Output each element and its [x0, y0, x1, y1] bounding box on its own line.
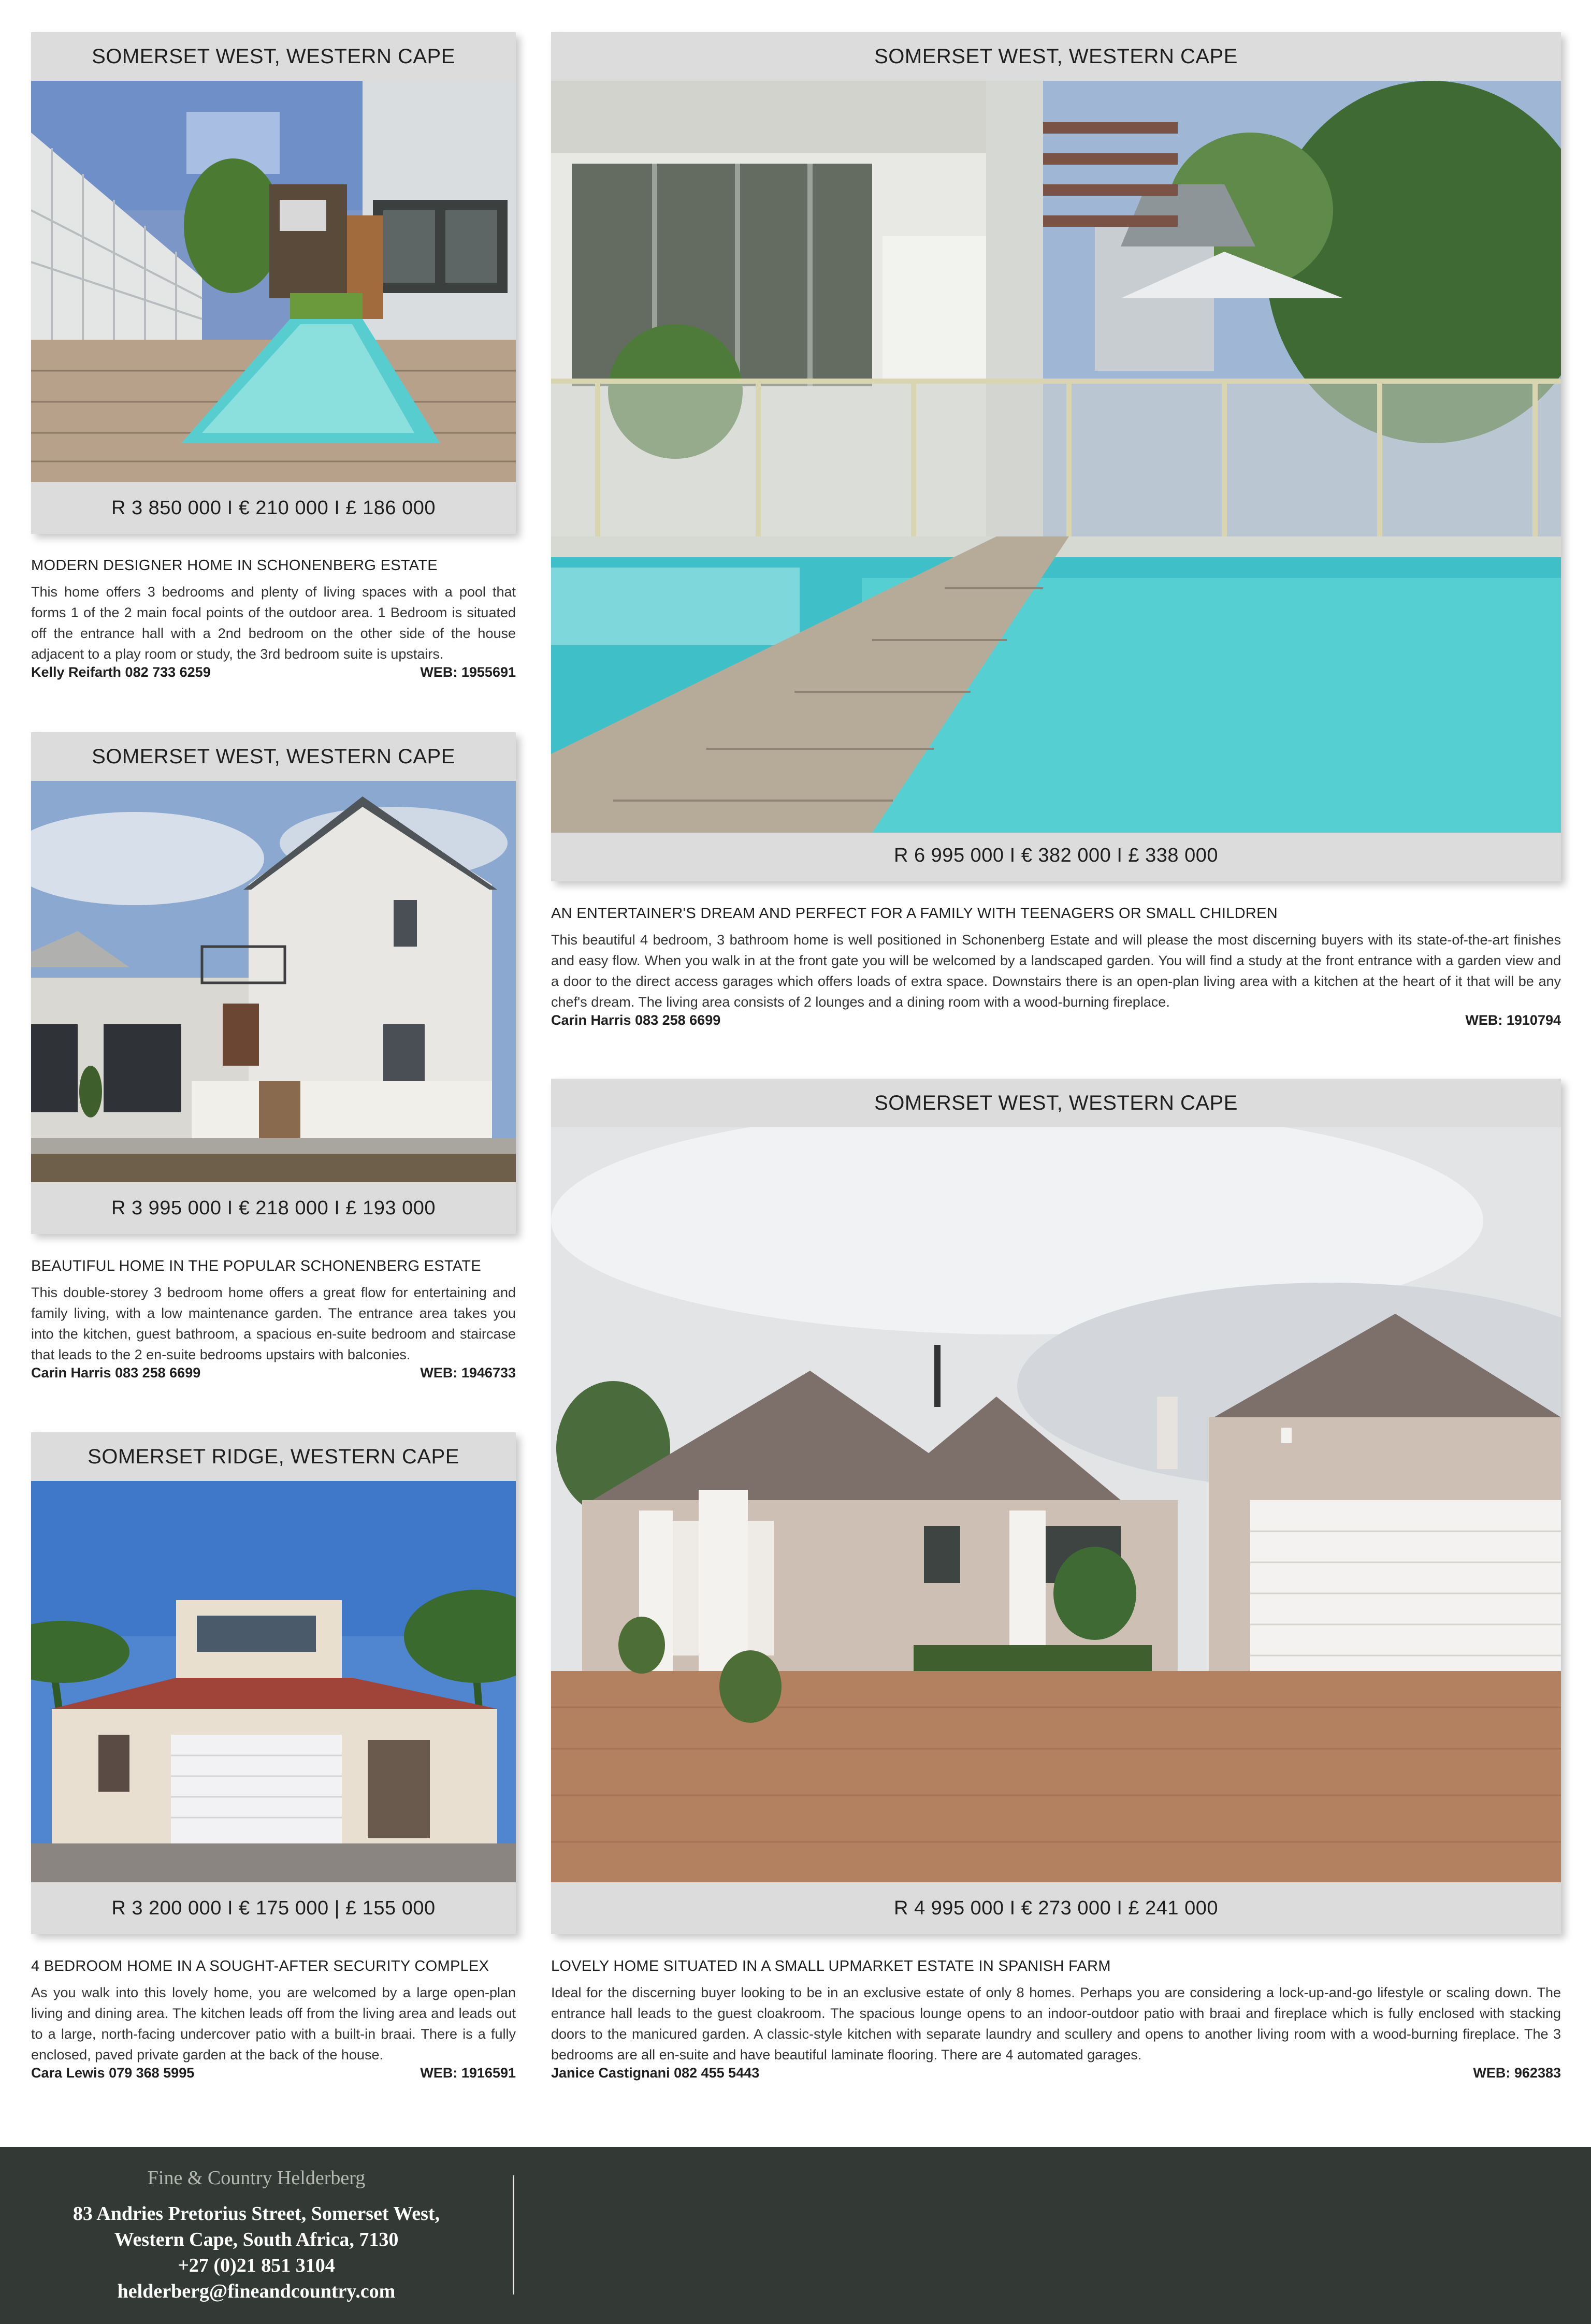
listing-description-2	[551, 905, 1561, 1028]
office-email[interactable]: helderberg@fineandcountry.com	[117, 2281, 396, 2302]
listing-location: SOMERSET RIDGE, WESTERN CAPE	[88, 1445, 459, 1468]
listing-price: R 3 995 000 I € 218 000 I £ 193 000	[111, 1197, 436, 1219]
listing-contact	[31, 2065, 516, 2081]
web-reference: WEB: 1910794	[1465, 1012, 1561, 1028]
address-line-2: Western Cape, South Africa, 7130	[114, 2229, 399, 2250]
listing-description-3	[31, 1258, 516, 1381]
property-photo-pool-bridge	[551, 81, 1561, 833]
listing-description-1	[31, 557, 516, 680]
agent-contact: Cara Lewis 079 368 5995	[31, 2065, 195, 2081]
listing-card-2	[551, 32, 1561, 881]
listing-card-5	[31, 1432, 516, 1934]
listing-card-1	[31, 32, 516, 534]
agent-contact: Carin Harris 083 258 6699	[551, 1012, 721, 1028]
office-contact-block	[0, 2201, 513, 2304]
footer-divider	[513, 2175, 514, 2294]
listing-body: This double-storey 3 bedroom home offers a great flow for entertaining and family living, with a low maintenance garden. The entrance area takes you into the kitchen, guest bathroom, a spacious en-suite bedroom and staircase that leads to the 2 en-suite bedrooms upstairs with balconies.	[31, 1285, 516, 1362]
agent-contact: Carin Harris 083 258 6699	[31, 1365, 201, 1381]
office-footer	[0, 2147, 1591, 2324]
listing-title: 4 BEDROOM HOME IN A SOUGHT-AFTER SECURITY COMPLEX	[31, 1958, 489, 1974]
property-photo-estate-home	[551, 1127, 1561, 1882]
listing-title: BEAUTIFUL HOME IN THE POPULAR SCHONENBERG ESTATE	[31, 1258, 481, 1274]
listing-contact	[551, 1012, 1561, 1028]
web-reference: WEB: 962383	[1473, 2065, 1561, 2081]
listing-body: This home offers 3 bedrooms and plenty of living spaces with a pool that forms 1 of the 2 main focal points of the outdoor area. 1 Bedroom is situated off the entrance hall with a 2nd bedroom on the other side of the house adjacent to a play room or study, the 3rd bedroom suite is upstairs.	[31, 584, 516, 662]
listing-contact	[31, 664, 516, 680]
address-line-1: 83 Andries Pretorius Street, Somerset West,	[73, 2203, 440, 2225]
listing-contact	[31, 1365, 516, 1381]
web-reference: WEB: 1916591	[420, 2065, 516, 2081]
property-photo-double-storey	[31, 781, 516, 1182]
agent-contact: Kelly Reifarth 082 733 6259	[31, 664, 211, 680]
listing-location: SOMERSET WEST, WESTERN CAPE	[874, 1091, 1238, 1114]
listing-body: This beautiful 4 bedroom, 3 bathroom home is well positioned in Schonenberg Estate and will please the most discerning buyers with its state-of-the-art finishes and easy flow. When you walk in at the front gate you will be welcomed by a landscaped garden. You will find a study at the front entrance with a garden view and a door to the direct access garages which offers loads of extra space. Downstairs there is an open-plan living area with a kitchen at the heart of it that will be any chef's dream. The living area consists of 2 lounges and a dining room with a wood-burning fireplace.	[551, 932, 1561, 1010]
listing-location: SOMERSET WEST, WESTERN CAPE	[874, 45, 1238, 68]
web-reference: WEB: 1946733	[420, 1365, 516, 1381]
listing-location: SOMERSET WEST, WESTERN CAPE	[92, 45, 455, 68]
office-brand-name: Fine & Country Helderberg	[147, 2167, 366, 2189]
listing-card-4	[551, 1079, 1561, 1934]
property-photo-security-complex	[31, 1481, 516, 1882]
property-photo-pool	[31, 81, 516, 482]
listing-price: R 3 850 000 I € 210 000 I £ 186 000	[111, 497, 436, 519]
listing-body: As you walk into this lovely home, you are welcomed by a large open-plan living and dining area. The kitchen leads off from the living area and leads out to a large, north-facing undercover patio with a built-in braai. There is a fully enclosed, paved private garden at the back of the house.	[31, 1985, 516, 2062]
listing-location: SOMERSET WEST, WESTERN CAPE	[92, 745, 455, 768]
listing-title: AN ENTERTAINER'S DREAM AND PERFECT FOR A FAMILY WITH TEENAGERS OR SMALL CHILDREN	[551, 905, 1278, 922]
office-phone: +27 (0)21 851 3104	[178, 2255, 335, 2276]
agent-contact: Janice Castignani 082 455 5443	[551, 2065, 760, 2081]
listing-price: R 6 995 000 I € 382 000 I £ 338 000	[893, 844, 1218, 866]
listing-title: MODERN DESIGNER HOME IN SCHONENBERG ESTATE	[31, 557, 438, 574]
listing-title: LOVELY HOME SITUATED IN A SMALL UPMARKET ESTATE IN SPANISH FARM	[551, 1958, 1111, 1974]
listing-body: Ideal for the discerning buyer looking to be in an exclusive estate of only 8 homes. Perhaps you are considering a lock-up-and-go lifestyle or scaling down. The entrance hall leads to the guest cloakroom. The spacious lounge opens to an indoor-outdoor patio with braai and fireplace which is fully enclosed with stacking doors to the manicured garden. A classic-style kitchen with separate laundry and scullery and opens to another living room with a wood-burning fireplace. The 3 bedrooms are all en-suite and have beautiful laminate flooring. There are 4 automated garages.	[551, 1985, 1561, 2062]
listing-description-4	[551, 1958, 1561, 2081]
listing-price: R 4 995 000 I € 273 000 I £ 241 000	[893, 1897, 1218, 1919]
listing-price: R 3 200 000 I € 175 000 | £ 155 000	[111, 1897, 436, 1919]
listing-description-5	[31, 1958, 516, 2081]
web-reference: WEB: 1955691	[420, 664, 516, 680]
listing-card-3	[31, 732, 516, 1234]
listing-contact	[551, 2065, 1561, 2081]
